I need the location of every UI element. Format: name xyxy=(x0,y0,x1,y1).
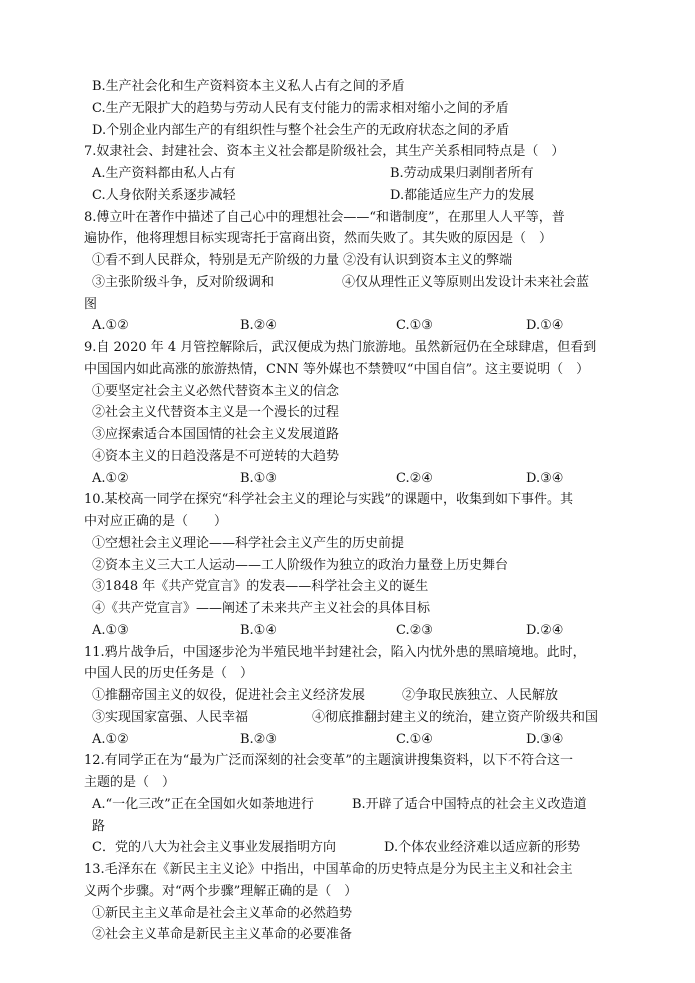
q11-option-a: A.①② xyxy=(92,731,129,747)
q10-options xyxy=(84,620,624,642)
q6-option-d: D.个别企业内部生产的有组织性与整个社会生产的无政府状态之间的矛盾 xyxy=(92,122,510,138)
q7-option-c: C.人身依附关系逐步减轻 xyxy=(92,187,236,203)
q8-statements-1-2: ①看不到人民群众，特别是无产阶级的力量 ②没有认识到资本主义的弊端 xyxy=(92,253,513,268)
q10-statement-3: ③1848 年《共产党宣言》的发表——科学社会主义的诞生 xyxy=(92,579,429,595)
q11-option-c: C.①④ xyxy=(396,731,433,747)
q11-options xyxy=(84,729,624,751)
q11-stem-line-2: 中国人民的历史任务是（ ） xyxy=(84,666,254,682)
q6-option-b: B.生产社会化和生产资料资本主义私人占有之间的矛盾 xyxy=(92,79,405,94)
q8-statement-3: ③主张阶级斗争，反对阶级调和 xyxy=(92,274,275,290)
q10-statement-2: ②资本主义三大工人运动——工人阶级作为独立的政治力量登上历史舞台 xyxy=(92,557,509,573)
q12-option-b-wrap: 路 xyxy=(92,818,106,834)
q7-option-d: D.都能适应生产力的发展 xyxy=(390,187,535,203)
q10-option-c: C.②③ xyxy=(396,622,433,638)
q9-option-c: C.②④ xyxy=(396,470,433,486)
q13-statement-2: ②社会主义革命是新民主主义革命的必要准备 xyxy=(92,927,353,943)
q12-stem-line-2: 主题的是（ ） xyxy=(84,775,176,790)
q10-stem-line-1: 10.某校高一同学在探究“科学社会主义的理论与实践”的课题中，收集到如下事件。其 xyxy=(84,492,573,508)
q11-statement-2: ②争取民族独立、人民解放 xyxy=(402,688,559,703)
q11-stem-line-1: 11.鸦片战争后，中国逐步沦为半殖民地半封建社会，陷入内忧外患的黑暗境地。此时， xyxy=(84,644,586,660)
q10-stem-line-2: 中对应正确的是（ ） xyxy=(84,514,228,529)
q8-options xyxy=(84,315,624,337)
q7-options-row-2 xyxy=(84,185,624,207)
q12-options-row-1 xyxy=(84,794,624,816)
q8-option-a: A.①② xyxy=(92,318,129,334)
q8-stem-line-2: 遍协作，他将理想目标实现寄托于富商出资，然而失败了。其失败的原因是（ ） xyxy=(84,231,553,247)
q11-statement-1: ①推翻帝国主义的奴役，促进社会主义经济发展 xyxy=(92,688,366,703)
q12-option-a: A.“一化三改”正在全国如火如荼地进行 xyxy=(92,796,314,812)
q11-option-b: B.②③ xyxy=(240,731,277,747)
q11-statements-3-4 xyxy=(84,707,624,729)
q8-statement-4: ④仅从理性正义等原则出发设计未来社会蓝 xyxy=(342,274,590,290)
q13-stem-line-1: 13.毛泽东在《新民主主义论》中指出，中国革命的历史特点是分为民主主义和社会主 xyxy=(84,862,573,877)
q10-statement-4: ④《共产党宣言》——阐述了未来共产主义社会的具体目标 xyxy=(92,601,431,616)
q12-stem-line-1: 12.有同学正在为“最为广泛而深刻的社会变革”的主题演讲搜集资料，以下不符合这一 xyxy=(84,753,573,769)
q9-stem-line-1: 9.自 2020 年 4 月管控解除后，武汉便成为热门旅游地。虽然新冠仍在全球肆虐，但看到 xyxy=(84,340,597,355)
q9-statement-2: ②社会主义代替资本主义是一个漫长的过程 xyxy=(92,405,340,421)
q11-statement-3: ③实现国家富强、人民幸福 xyxy=(92,709,249,725)
q9-option-a: A.①② xyxy=(92,470,129,486)
q7-option-b: B.劳动成果归剥削者所有 xyxy=(390,166,534,181)
q11-statements-1-2 xyxy=(84,685,624,707)
q8-option-d: D.①④ xyxy=(526,318,564,334)
q9-options xyxy=(84,468,624,490)
q12-option-c: C．党的八大为社会主义事业发展指明方向 xyxy=(92,840,336,856)
q12-option-d: D.个体农业经济难以适应新的形势 xyxy=(384,840,581,856)
q8-stem-line-1: 8.傅立叶在著作中描述了自己心中的理想社会——“和谐制度”，在那里人人平等，普 xyxy=(84,209,565,225)
q10-option-a: A.①③ xyxy=(92,622,129,638)
q13-stem-line-2: 义两个步骤。对“两个步骤”理解正确的是（ ） xyxy=(84,883,358,899)
q9-statement-3: ③应探索适合本国国情的社会主义发展道路 xyxy=(92,427,340,442)
q8-option-c: C.①③ xyxy=(396,318,433,334)
q11-statement-4: ④彻底推翻封建主义的统治，建立资产阶级共和国 xyxy=(312,709,599,725)
q7-option-a: A.生产资料都由私人占有 xyxy=(92,166,236,181)
q7-stem: 7.奴隶社会、封建社会、资本主义社会都是阶级社会，其生产关系相同特点是（ ） xyxy=(84,144,565,160)
q9-statement-1: ①要坚定社会主义必然代替资本主义的信念 xyxy=(92,383,340,399)
q10-option-d: D.②④ xyxy=(526,622,564,638)
q9-statement-4: ④资本主义的日趋没落是不可逆转的大趋势 xyxy=(92,448,340,464)
q9-option-d: D.③④ xyxy=(526,470,564,486)
q13-statement-1: ①新民主主义革命是社会主义革命的必然趋势 xyxy=(92,905,353,921)
question-page xyxy=(84,76,624,946)
q8-statement-4-wrap: 图 xyxy=(84,296,98,312)
q6-option-c: C.生产无限扩大的趋势与劳动人民有支付能力的需求相对缩小之间的矛盾 xyxy=(92,100,509,116)
q8-option-b: B.②④ xyxy=(240,318,277,334)
q12-options-row-2 xyxy=(84,837,624,859)
q9-stem-line-2: 中国国内如此高涨的旅游热情，CNN 等外媒也不禁赞叹“中国自信”。这主要说明（ ） xyxy=(84,361,590,377)
q12-option-b: B.开辟了适合中国特点的社会主义改造道 xyxy=(352,796,587,812)
q7-options-row-1 xyxy=(84,163,624,185)
q10-statement-1: ①空想社会主义理论——科学社会主义产生的历史前提 xyxy=(92,535,405,551)
q9-option-b: B.①③ xyxy=(240,470,277,486)
q10-option-b: B.①④ xyxy=(240,622,277,638)
q11-option-d: D.③④ xyxy=(526,731,564,747)
q8-statements-3-4 xyxy=(84,272,624,294)
